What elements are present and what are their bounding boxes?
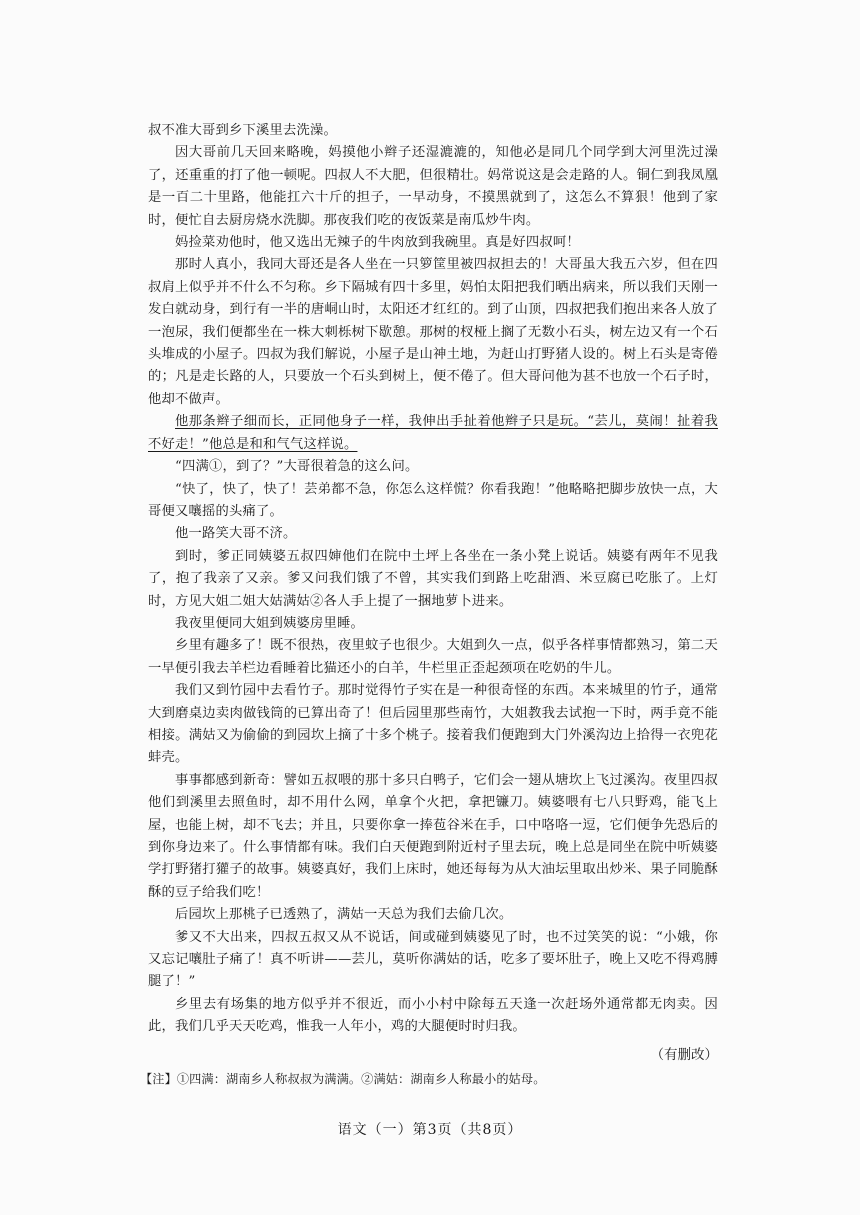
passage-body xyxy=(140,120,718,1089)
paragraph: 叔不准大哥到乡下溪里去洗澡。 xyxy=(148,123,337,138)
page-footer: 语文（一）第3页（共8页） xyxy=(337,1122,523,1138)
paragraph: 乡里去有场集的地方似乎并不很近，而小小村中除每五天逢一次赶场外通常都无肉卖。因此，我们几乎天天吃鸡，惟我一人年小，鸡的大腿便时时归我。 xyxy=(148,996,718,1035)
paragraph: 他一路笑大哥不济。 xyxy=(175,526,297,542)
paragraph: 妈捡菜劝他时，他又选出无辣子的牛肉放到我碗里。真是好四叔呵！ xyxy=(175,235,580,251)
underlined-paragraph: 他那条辫子细而长，正同他身子一样，我伸出手扯着他辫子只是玩。“芸儿，莫闹！扯着我不好走！”他总是和和气气这样说。 xyxy=(148,414,718,452)
paragraph: 事事都感到新奇：譬如五叔喂的那十多只白鸭子，它们会一翅从塘坎上飞过溪沟。夜里四叔他们到溪里去照鱼时，却不用什么网，单拿个火把，拿把镰刀。姨婆喂有七八只野鸡，能飞上屋，也能上树，却不飞去；并且，只要你拿一捧苞谷米在手，口中咯咯一逗，它们便争先恐后的到你身边来了。什么事情都有味。我们白天便跑到附近村子里去玩，晚上总是同坐在院中听姨婆学打野猪打獾子的故事。姨婆真好，我们上床时，她还每每为从大油坛里取出炒米、果子同脆酥酥的豆子给我们吃！ xyxy=(148,772,718,900)
paragraph: 那时人真小，我同大哥还是各人坐在一只箩筐里被四叔担去的！大哥虽大我五六岁，但在四叔肩上似乎并不什么不匀称。乡下隔城有四十多里，妈怕太阳把我们晒出病来，所以我们天刚一发白就动身，到行有一半的唐峒山时，太阳还才红红的。到了山顶，四叔把我们抱出来各人放了一泡尿，我们便都坐在一株大刺栎树下歇憩。那树的杈桠上搁了无数小石头，树左边又有一个石头堆成的小屋子。四叔为我们解说，小屋子是山神土地，为赶山打野猪人设的。树上石头是寄倦的；凡是走长路的人，只要放一个石头到树上，便不倦了。但大哥问他为甚不也放一个石子时，他却不做声。 xyxy=(148,257,718,407)
paragraph: 因大哥前几天回来略晚，妈摸他小辫子还湿漉漉的，知他必是同几个同学到大河里洗过澡了，还重重的打了他一顿呢。四叔人不大肥，但很精壮。妈常说这是会走路的人。铜仁到我凤凰是一百二十里路，他能扛六十斤的担子，一早动身，不摸黑就到了，这怎么不算狠！他到了家时，便忙自去厨房烧水洗脚。那夜我们吃的夜饭菜是南瓜炒牛肉。 xyxy=(148,145,718,228)
paragraph: 后园坎上那桃子已透熟了，满姑一天总为我们去偷几次。 xyxy=(175,907,513,923)
paragraph: 爹又不大出来，四叔五叔又从不说话，间或碰到姨婆见了时，也不过笑笑的说：“小娥，你又忘记嚷肚子痛了！真不听讲——芸儿，莫听你满姑的话，吃多了要坏肚子，晚上又吃不得鸡膊腿了！” xyxy=(148,929,718,990)
paragraph: 到时，爹正同姨婆五叔四婶他们在院中土坪上各坐在一条小凳上说话。姨婆有两年不见我了，抱了我亲了又亲。爹又问我们饿了不曾，其实我们到路上吃甜酒、米豆腐已吃胀了。上灯时，方见大姐二姐大姑满姑②各人手上提了一捆地萝卜进来。 xyxy=(148,548,718,609)
paragraph: 乡里有趣多了！既不很热，夜里蚊子也很少。大姐到久一点，似乎各样事情都熟习，第二天一早便引我去羊栏边看睡着比猫还小的白羊，牛栏里正歪起颈项在吃奶的牛儿。 xyxy=(148,638,718,676)
paragraph: 我们又到竹园中去看竹子。那时觉得竹子实在是一种很奇怪的东西。本来城里的竹子，通常大到磨桌边卖肉做钱筒的已算出奇了！但后园里那些南竹，大姐教我去试抱一下时，两手竟不能相接。满姑又为偷偷的到园坎上摘了十多个桃子。接着我们便跑到大门外溪沟边上拾得一衣兜花蚌壳。 xyxy=(148,683,718,766)
footnote: 【注】①四满：湖南乡人称叔叔为满满。②满姑：湖南乡人称最小的姑母。 xyxy=(140,1071,546,1086)
source-note: （有删改） xyxy=(650,1046,718,1063)
paragraph: “四满①，到了？”大哥很着急的这么问。 xyxy=(175,459,419,475)
paragraph: “快了，快了，快了！芸弟都不急，你怎么这样慌？你看我跑！”他略略把脚步放快一点，大哥便又嚷摇的头痛了。 xyxy=(148,481,718,519)
paragraph: 我夜里便同大姐到姨婆房里睡。 xyxy=(175,615,364,631)
